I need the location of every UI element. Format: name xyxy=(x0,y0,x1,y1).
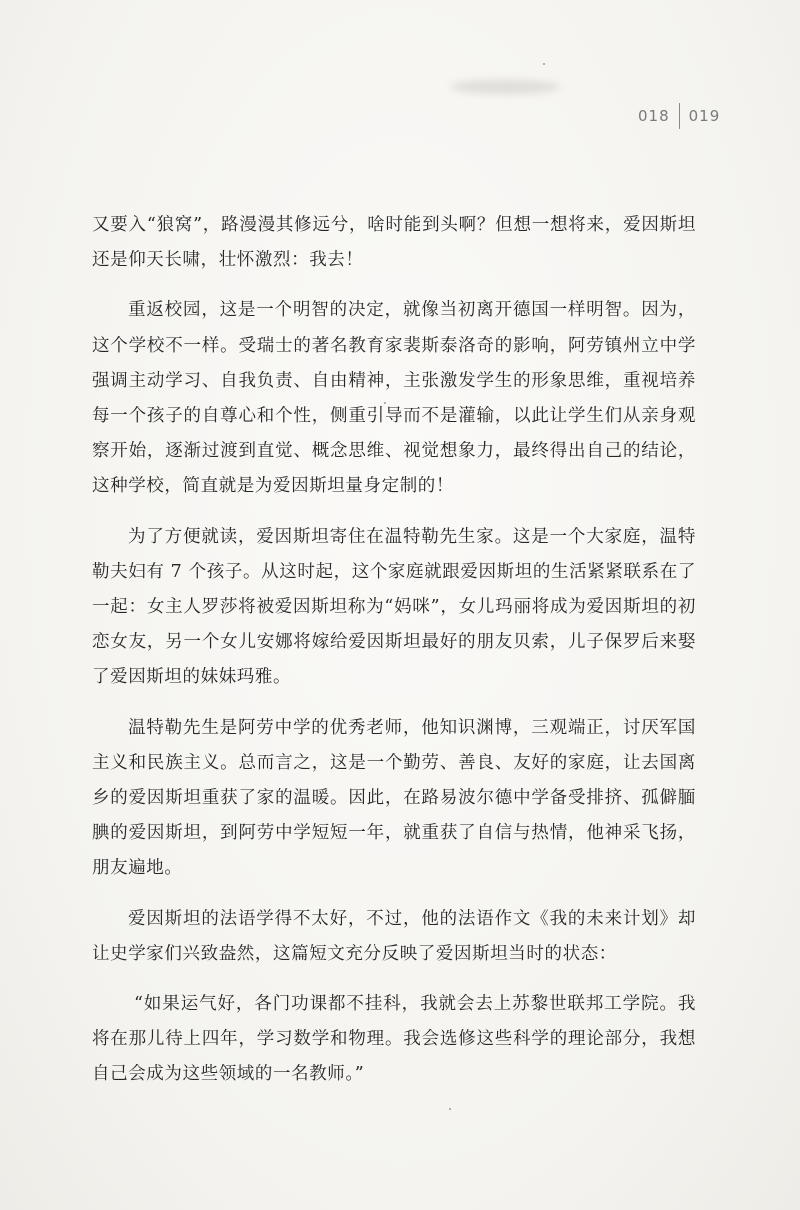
paragraph-essay-quote: “如果运气好，各门功课都不挂科，我就会去上苏黎世联邦工学院。我将在那儿待上四年，学习数学和物理。我会选修这些科学的理论部分，我想自己会成为这些领域的一名教师。” xyxy=(92,994,696,1085)
body-text xyxy=(92,208,696,1108)
page-number-divider xyxy=(679,103,680,129)
scan-smudge xyxy=(450,80,560,94)
left-page-number: 018 xyxy=(638,107,670,125)
paragraph-french-essay: 爱因斯坦的法语学得不太好，不过，他的法语作文《我的未来计划》却让史学家们兴致盎然，这篇短文充分反映了爱因斯坦当时的状态： xyxy=(92,908,696,964)
page-number-header xyxy=(638,104,720,128)
paragraph-winteler-family: 为了方便就读，爱因斯坦寄住在温特勒先生家。这是一个大家庭，温特勒夫妇有 7 个孩子。从这时起，这个家庭就跟爱因斯坦的生活紧紧联系在了一起：女主人罗莎将被爱因斯坦称为“妈咪”，女儿玛丽将成为爱因斯坦的初恋女友，另一个女儿安娜将嫁给爱因斯坦最好的朋友贝索，儿子保罗后来娶了爱因斯坦的妹妹玛雅。 xyxy=(92,526,696,688)
paragraph-school-return: 重返校园，这是一个明智的决定，就像当初离开德国一样明智。因为，这个学校不一样。受瑞士的著名教育家裴斯泰洛奇的影响，阿劳镇州立中学强调主动学习、自我负责、自由精神，主张激发学生的形象思维，重视培养每一个孩子的自尊心和个性，侧重引导而不是灌输，以此让学生们从亲身观察开始，逐渐过渡到直觉、概念思维、视觉想象力，最终得出自己的结论，这种学校，简直就是为爱因斯坦量身定制的！ xyxy=(92,300,696,497)
scan-speck xyxy=(384,402,386,404)
scan-speck xyxy=(449,1108,451,1110)
right-page-number: 019 xyxy=(688,107,721,125)
paragraph-mr-winteler: 温特勒先生是阿劳中学的优秀老师，他知识渊博，三观端正，讨厌军国主义和民族主义。总而言之，这是一个勤劳、善良、友好的家庭，让去国离乡的爱因斯坦重获了家的温暖。因此，在路易波尔德中学备受排挤、孤僻腼腆的爱因斯坦，到阿劳中学短短一年，就重获了自信与热情，他神采飞扬，朋友遍地。 xyxy=(92,717,696,879)
scan-speck xyxy=(543,63,545,65)
paragraph-continuation: 又要入“狼窝”，路漫漫其修远兮，啥时能到头啊？但想一想将来，爱因斯坦还是仰天长啸，壮怀激烈：我去！ xyxy=(92,215,696,271)
